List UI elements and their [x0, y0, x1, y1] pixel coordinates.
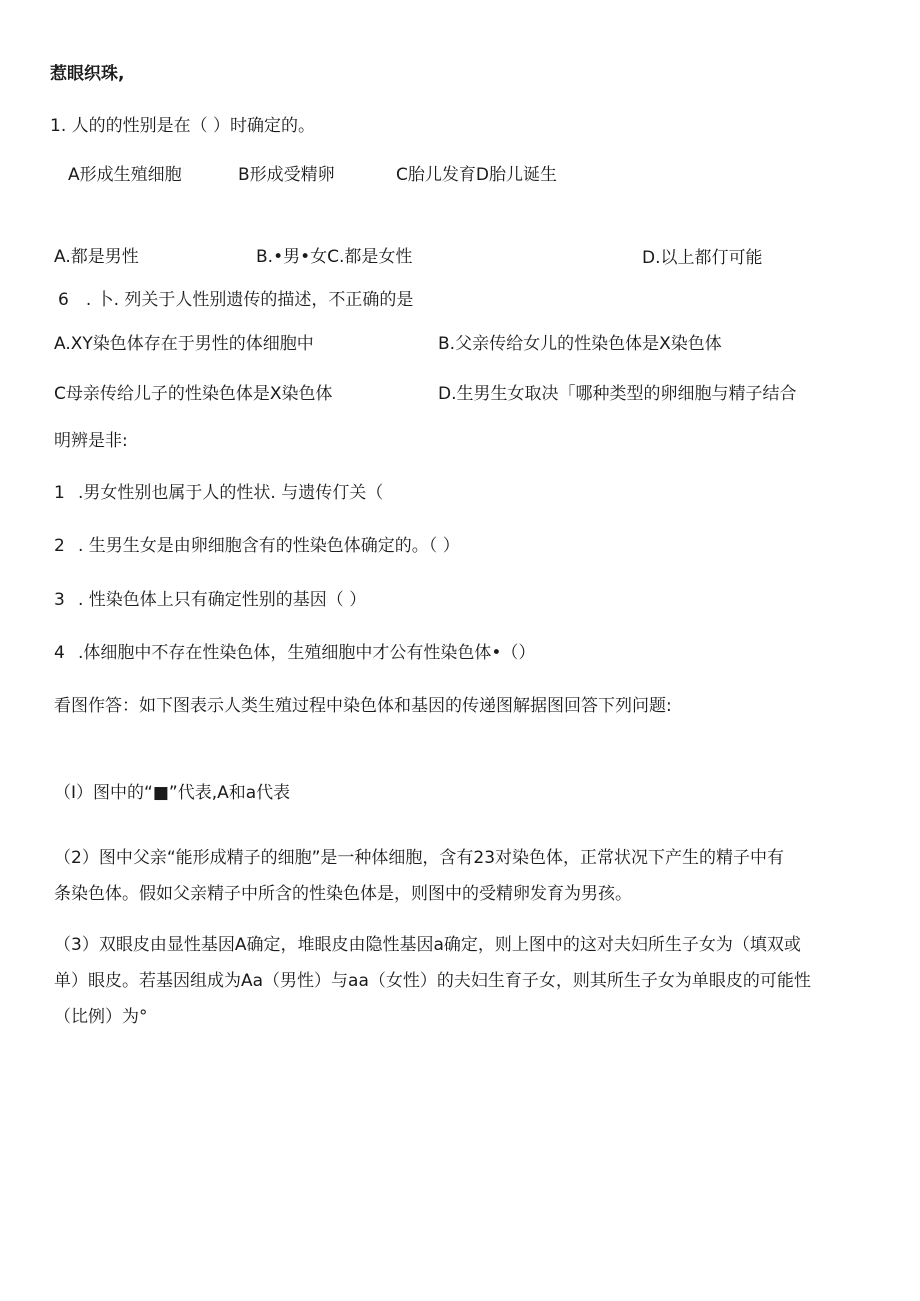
- question-3-option-b: B.父亲传给女儿的性染色体是X染色体: [438, 334, 722, 354]
- question-3-option-c: C母亲传给儿子的性染色体是X染色体: [54, 384, 333, 404]
- judge-heading: 明辨是非:: [54, 431, 128, 451]
- question-1-option-a: A形成生殖细胞: [68, 165, 182, 185]
- judge-item-text: . 性染色体上只有确定性别的基因（ ）: [78, 590, 367, 610]
- question-3-stem: 6 . 卜. 列关于人性别遗传的描述，不正确的是: [58, 290, 414, 310]
- judge-item-text: .男女性别也属于人的性状. 与遗传仃关（: [78, 483, 384, 503]
- judge-item-number: 3: [54, 590, 65, 610]
- figure-section-heading: 看图作答：如下图表示人类生殖过程中染色体和基因的传递图解据图回答下列问题:: [54, 696, 672, 716]
- question-3-option-d: D.生男生女取决「哪种类型的卵细胞与精子结合: [438, 384, 797, 404]
- question-3-option-a: A.XY染色体存在于男性的体细胞中: [54, 334, 314, 354]
- question-2-option-d: D.以上都仃可能: [642, 248, 763, 268]
- figure-question-2-line-1: （2）图中父亲“能形成精子的细胞”是一种体细胞，含有23对染色体，正常状况下产生的精子中有: [54, 848, 785, 868]
- figure-question-3-line-3: （比例）为°: [54, 1007, 148, 1027]
- judge-item-number: 2: [54, 536, 65, 556]
- judge-item-text: . 生男生女是由卵细胞含有的性染色体确定的。（ ）: [78, 536, 460, 556]
- question-1-option-b: B形成受精卵: [238, 165, 335, 185]
- question-1-stem: 1. 人的的性别是在（ ）时确定的。: [50, 116, 316, 136]
- page-title: 惹眼织珠,: [50, 64, 125, 84]
- figure-question-3-line-1: （3）双眼皮由显性基因A确定，堆眼皮由隐性基因a确定，则上图中的这对夫妇所生子女为（填双或: [54, 935, 801, 955]
- judge-item-text: .体细胞中不存在性染色体，生殖细胞中才公有性染色体•（）: [78, 643, 536, 663]
- judge-item-number: 1: [54, 483, 65, 503]
- figure-question-1: （I）图中的“■”代表,A和a代表: [54, 783, 291, 803]
- question-2-option-bc: B.•男•女C.都是女性: [256, 247, 413, 267]
- figure-question-3-line-2: 单）眼皮。若基因组成为Aa（男性）与aa（女性）的夫妇生育子女，则其所生子女为单眼皮的可能性: [54, 971, 811, 991]
- judge-item-number: 4: [54, 643, 65, 663]
- question-2-option-a: A.都是男性: [54, 247, 139, 267]
- figure-question-2-line-2: 条染色体。假如父亲精子中所含的性染色体是，则图中的受精卵发育为男孩。: [54, 884, 632, 904]
- question-1-option-cd: C胎儿发育D胎儿诞生: [396, 165, 557, 185]
